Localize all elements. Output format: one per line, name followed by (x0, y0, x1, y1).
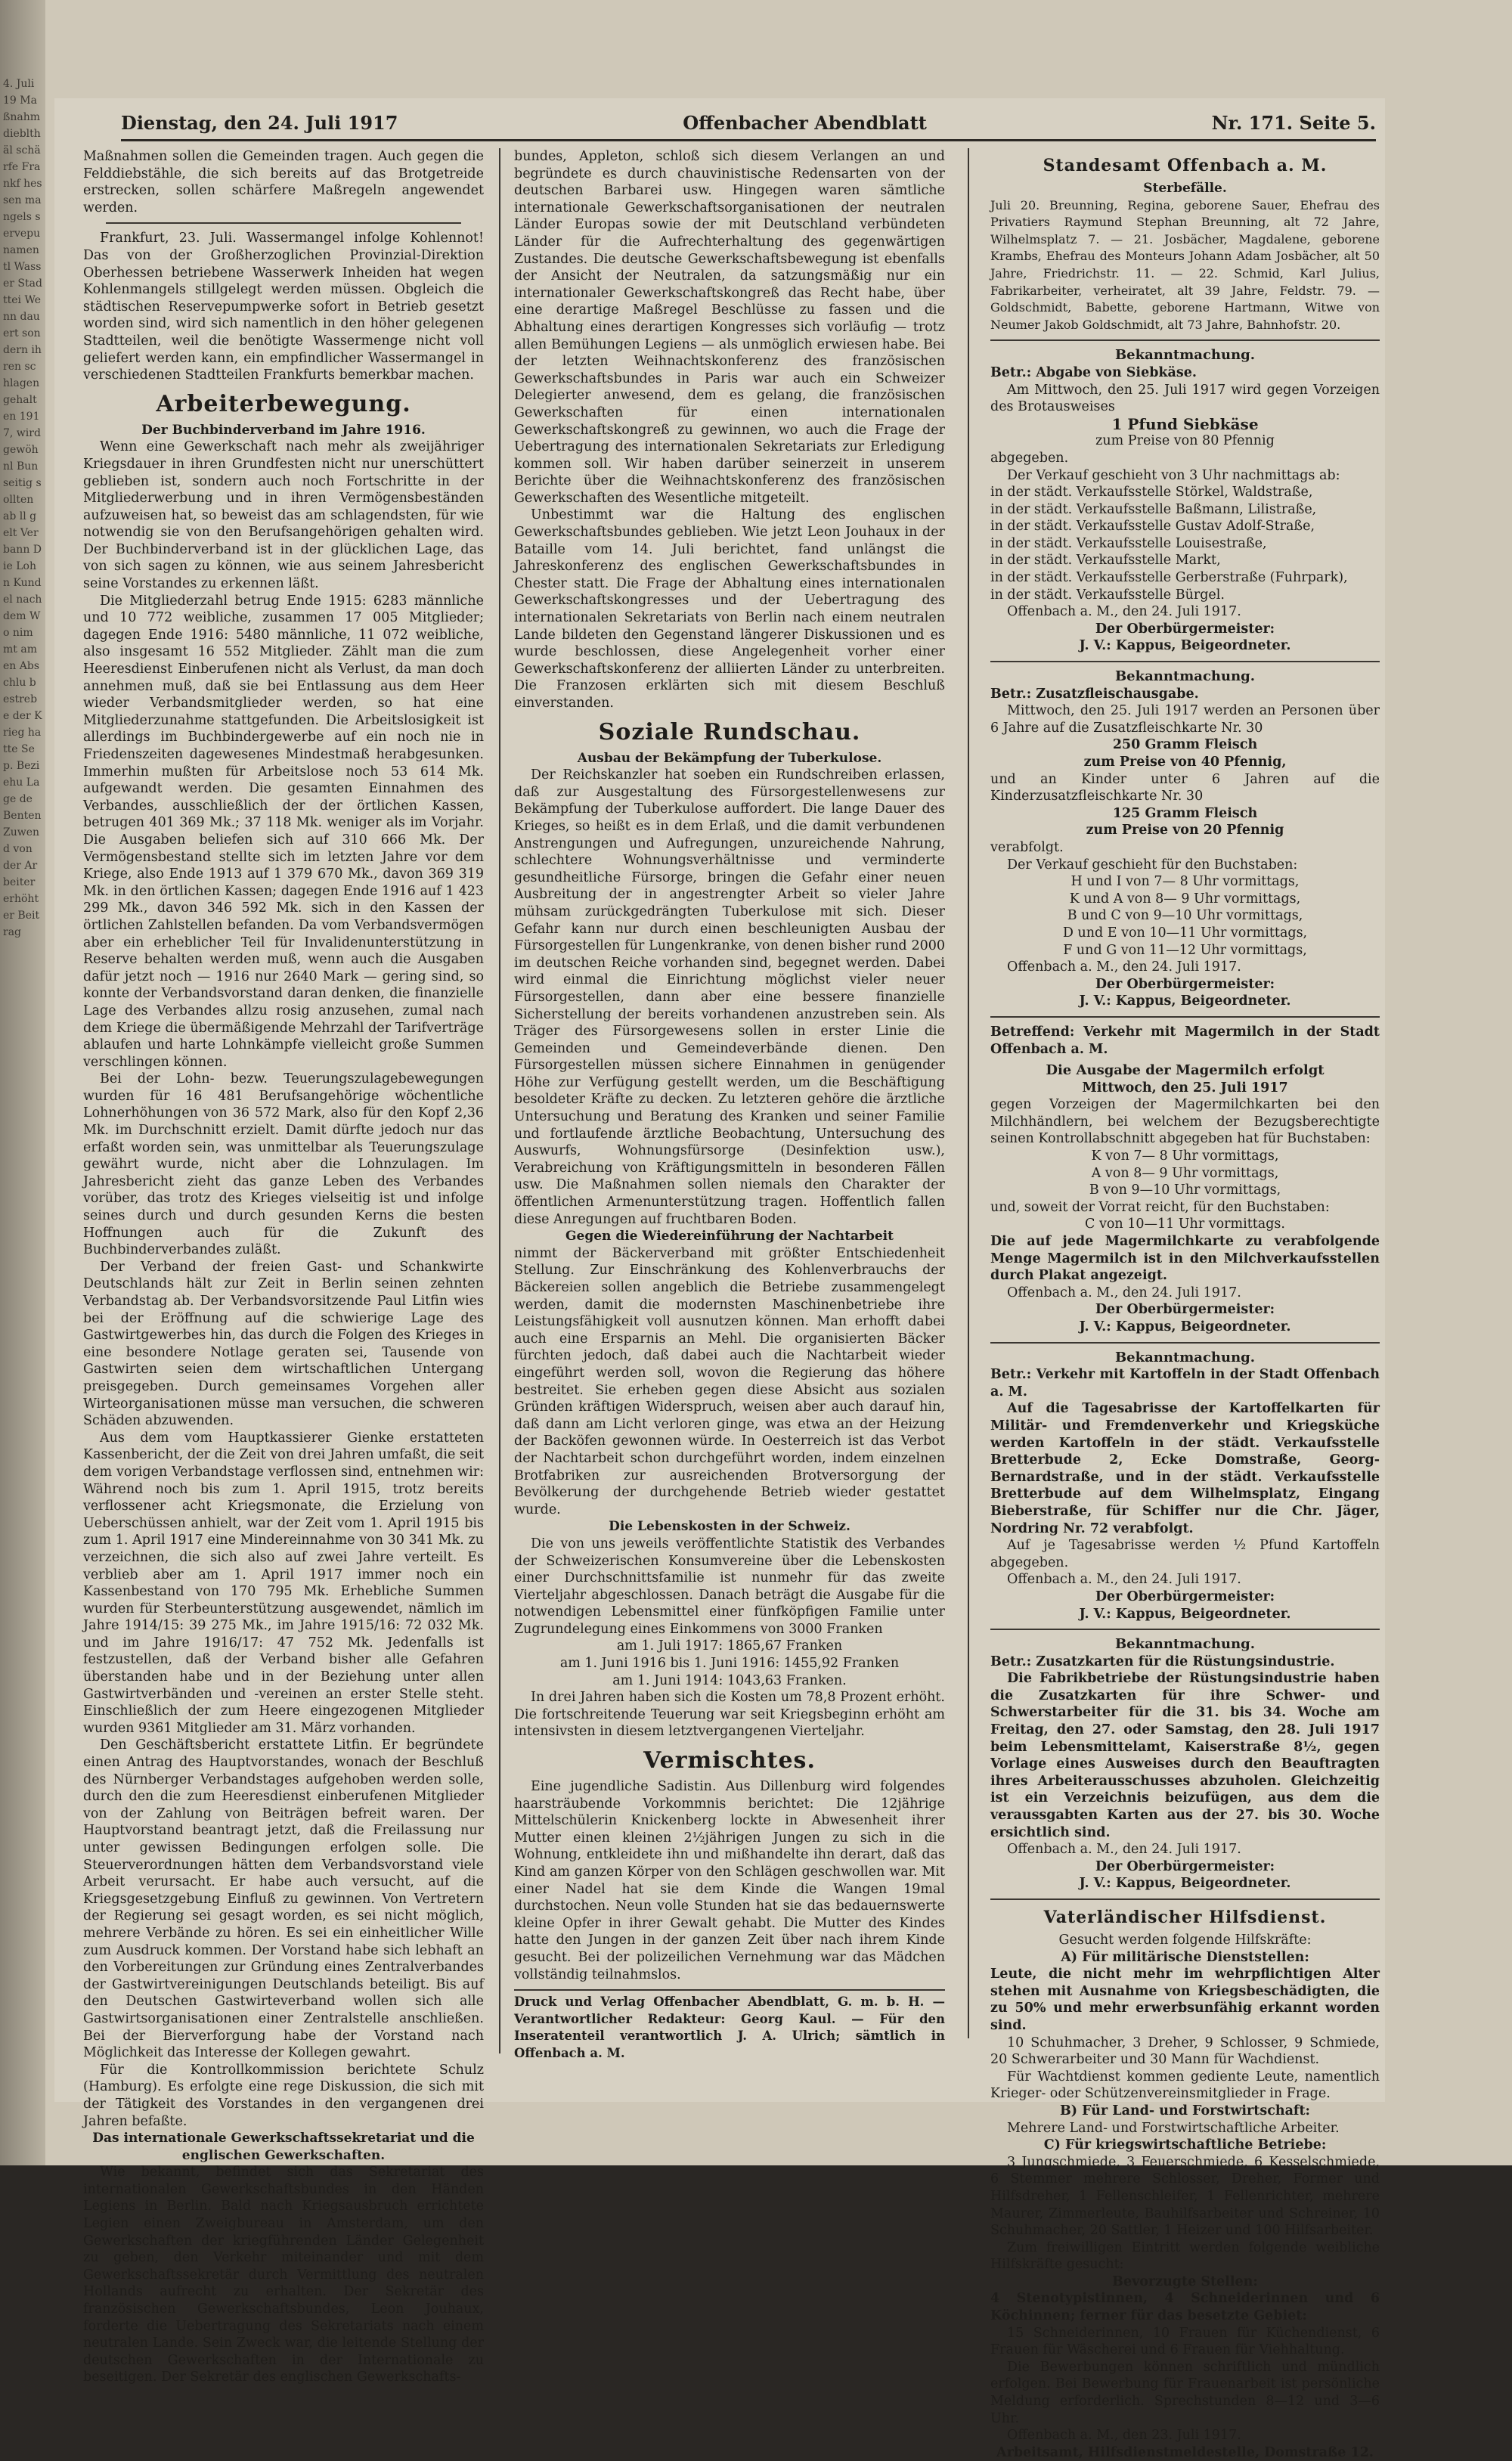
notice-signature: Der Oberbürgermeister: (1095, 1588, 1275, 1604)
subheading-lebenskosten: Die Lebenskosten in der Schweiz. (609, 1519, 850, 1535)
paragraph: Leute, die nicht mehr im wehrpflichtigen Alter stehen mit Ausnahme von Kriegsbeschädigten, die zu 50% und mehr erwerbsunfähig erkannt worden sind. (990, 1967, 1380, 2033)
sales-point: in der städt. Verkaufsstelle Bürgel. (990, 587, 1225, 603)
paragraph: Auf je Tagesabrisse werden ½ Pfund Kartoffeln abgegeben. (990, 1538, 1380, 1570)
notice-heading: Bekanntmachung. (1114, 668, 1256, 685)
header-date: Dienstag, den 24. Juli 1917 (121, 111, 398, 134)
section-heading-standesamt: Standesamt Offenbach a. M. (1043, 156, 1328, 175)
category-heading: C) Für kriegswirtschaftliche Betriebe: (1043, 2137, 1327, 2153)
article-fielddiebstahl: Maßnahmen sollen die Gemeinden tragen. Auch gegen die Felddiebstähle, die sich bereits auf das Brotgetreide erstrecken, sollen schärfere Maßregeln angewendet werden. (83, 149, 484, 215)
article-wassermangel: Frankfurt, 23. Juli. Wassermangel infolge Kohlennot! Das von der Großherzoglichen Provinzial-Direktion Oberhessen betriebene Wasserwerk Inheiden hat wegen Kohlenmangels stillgelegt werden müssen. Obgleich die städtischen Reservepumpwerke sofort in Betrieb gesetzt worden sind, wird sich namentlich in den höher gelegenen Stadtteilen, weil die benötigte Wassermenge nicht voll geliefert werden kann, ein empfindlicher Wassermangel in verschiedenen Stadtteilen Frankfurts bemerkbar machen. (83, 231, 484, 383)
paragraph: verabfolgt. (990, 839, 1064, 855)
page-header (121, 106, 1376, 141)
notice-price: zum Preise von 40 Pfennig, (1083, 755, 1287, 770)
paragraph: Die auf jede Magermilchkarte zu verabfolgende Menge Magermilch ist in den Milchverkaufsstellen durch Plakat angezeigt. (990, 1234, 1380, 1284)
sales-point: in der städt. Verkaufsstelle Markt, (990, 553, 1221, 569)
time-slot: C von 10—11 Uhr vormittags. (1085, 1217, 1285, 1232)
notice-signature: J. V.: Kappus, Beigeordneter. (1079, 1606, 1291, 1622)
time-slot: B von 9—10 Uhr vormittags, (1089, 1182, 1281, 1198)
paragraph: Bei der Lohn- bezw. Teuerungszulagebewegungen wurden für 16 481 Berufsangehörige wöchentliche Lohnerhöhungen von 36 572 Mark, also für den Kopf 2,36 Mk. im Durchschnitt erzielt. Damit dürfte jedoch nur das erfaßt worden sein, was unmittelbar als Teuerungszulage gewährt wurde, nicht aber die Lohnzulagen. Im Jahresbericht zieht das ganze Leben des Verbandes vorüber, das trotz des Krieges vielseitig ist und infolge seines durch und durch gesunden Kerns die besten Hoffnungen auch für die Zukunft des Buchbinderverbandes zuläßt. (83, 1071, 484, 1258)
column-1 (83, 148, 484, 2385)
paragraph: Die von uns jeweils veröffentlichte Statistik des Verbandes der Schweizerischen Konsumvereine über die Lebenskosten einer Durchschnittsfamilie ist nunmehr für das zweite Vierteljahr abgeschlossen. Danach beträgt die Ausgabe für die notwendigen Lebensmittel einer fünfköpfigen Familie unter Zugrundelegung eines Einkommens von 3000 Franken (514, 1536, 945, 1637)
notice-quantity: 250 Gramm Fleisch (1112, 737, 1258, 753)
subheading-buchbinderverband: Der Buchbinderverband im Jahre 1916. (141, 422, 426, 438)
paragraph: Der Verband der freien Gast- und Schankwirte Deutschlands hält zur Zeit in Berlin seinen zehnten Verbandstag ab. Der Verbandsvorsitzende Paul Litfin wies bei der Eröffnung auf die schwierige Lage des Gastwirtgewerbes hin, das durch die Folgen des Krieges in eine besondere Notlage geraten sei, Tausende von Gastwirten seien dem wirtschaftlichen Untergang preisgegeben. Durch gemeinsames Vorgehen aller Wirteorganisationen müsse man versuchen, die schweren Schäden abzuwenden. (83, 1259, 484, 1429)
notice-heading: Bekanntmachung. (1114, 1349, 1256, 1365)
notice-signature: J. V.: Kappus, Beigeordneter. (1079, 993, 1291, 1009)
section-heading-arbeiterbewegung: Arbeiterbewegung. (156, 390, 411, 417)
category-heading: Bevorzugte Stellen: (1112, 2273, 1258, 2289)
notice-date: Offenbach a. M., den 24. Juli 1917. (1007, 1285, 1241, 1300)
subheading-gewerkschaftssekretariat: Das internationale Gewerkschaftssekretariat und die englischen Gewerkschaften. (92, 2131, 475, 2163)
notice-date: Offenbach a. M., den 24. Juli 1917. (1007, 959, 1241, 975)
paragraph: 3 Jungschmiede, 3 Feuerschmiede, 6 Kesselschmiede, 6 Stemmer mehrere Schlosser, Dreher, Former und Hilfsdreher, 1 Fellenschleifer, 1 Fellenrichter, mehrere Maurer, Zimmerleute, Bauhilfsarbeiter und Schreiner, 10 Schuhmacher, 20 Sattler, 1 Heizer und 100 Hilfsarbeiter. (990, 2154, 1380, 2239)
notice-subject: Betr.: Abgabe von Siebkäse. (990, 364, 1197, 380)
paragraph: Aus dem vom Hauptkassierer Gienke erstatteten Kassenbericht, der die Zeit von drei Jahren umfaßt, die seit dem vorigen Verbandstage verflossen sind, entnehmen wir: Während noch bis zum 1. April 1915, trotz bereits verflossener acht Kriegsmonate, die Erzielung von Ueberschüssen anhielt, war der Zeit vom 1. April 1915 bis zum 1. April 1917 eine Mindereinnahme von 30 341 Mk. zu verzeichnen, die sich also auf zwei Jahre verteilt. Es verblieb aber am 1. April 1917 immer noch ein Kassenbestand von 170 795 Mk. Erhebliche Summen wurden für Sterbeunterstützung ausgewendet, nämlich im Jahre 1914/15: 39 275 Mk., im Jahre 1915/16: 72 032 Mk. und im Jahre 1916/17: 47 752 Mk. Jedenfalls ist festzustellen, daß der Verband bisher alle Gefahren überstanden habe und in der Beziehung unter allen Gastwirtverbänden und -vereinen an erster Stelle steht. Einschließlich der zum Heere eingezogenen Mitglieder wurden 9361 Mitglieder am 31. März vorhanden. (83, 1430, 484, 1736)
gutter-text: 4. Juli 19 Maßnahm dieblthäl schärfe Frankf hessen mangels servepu namentl Wasser Stadttei Wenn dauert sondern ihren schlagen gehalten 1917, wird gewöhnl Bunseitig sollten ab ll gelt Verbann Die Lohn Kundel nach dem Wo nimmt amen Abschlu bestrebe der Krieg hatte Sep. Beziehu Lage de Benten Zuwend von der Arbeiter erhöhter Beitrag (3, 78, 42, 938)
notice-heading: Bekanntmachung. (1114, 347, 1256, 364)
paragraph: 10 Schuhmacher, 3 Dreher, 9 Schlosser, 9 Schmiede, 20 Schwerarbeiter und 30 Mann für Wachdienst. (990, 2035, 1380, 2068)
paragraph: Mehrere Land- und Forstwirtschaftliche Arbeiter. (1007, 2120, 1340, 2136)
cost-line: am 1. Juni 1914: 1043,63 Franken. (612, 1672, 847, 1688)
paragraph: Zum freiwilligen Eintritt werden folgende weibliche Hilfskräfte gesucht: (990, 2239, 1380, 2273)
notice-heading: Die Ausgabe der Magermilch erfolgt (1046, 1062, 1325, 1079)
section-heading-hilfsdienst: Vaterländischer Hilfsdienst. (1043, 1908, 1327, 1927)
notice-signature: Arbeitsamt, Hilfsdienstmeldestelle, Domstraße 12. (996, 2444, 1374, 2460)
paragraph: Der Reichskanzler hat soeben ein Rundschreiben erlassen, daß zur Ausgestaltung des Fürsorgestellenwesens zur Bekämpfung der Tuberkulose auffordert. Die lange Dauer des Krieges, so heißt es in dem Erlaß, und die damit verbundenen Anstrengungen und Aufregungen, unzureichende Nahrung, schlechtere Wohnungsverhältnisse und verminderte gesundheitliche Fürsorge, bringen die Gefahr einer neuen Ausbreitung der in angestrengter Arbeit so vieler Jahre mühsam zurückgedrängten Tuberkulose mit sich. Dieser Gefahr kann nur durch einen beschleunigten Ausbau der Fürsorgestellen für Lungenkranke, von denen bisher rund 2000 im deutschen Reiche vorhanden sind, begegnet werden. Dabei wird einmal die Einrichtung möglichst vieler neuer Fürsorgestellen, dann aber eine bessere finanzielle Sicherstellung der bereits vorhandenen anzustreben sein. Als Träger des Fürsorgewesens sollen in erster Linie die Gemeinden und Gemeindeverbände dienen. Den Fürsorgestellen müssen sichere Einnahmen in genügender Höhe zur Verfügung gestellt werden, um die Beschäftigung besoldeter Kräfte zu decken. Zu letzteren gehöre die ärztliche Untersuchung und Beratung des Kranken und seiner Familie und fortlaufende ärztliche Beobachtung, Untersuchung des Auswurfs, Wohnungsfürsorge (Desinfektion usw.), Verabreichung von Kräftigungsmitteln in besonderen Fällen usw. Die Maßnahmen sollen niemals den Charakter der öffentlichen Armenunterstützung tragen. Hoffentlich fallen diese Anregungen auf fruchtbaren Boden. (514, 767, 945, 1227)
notice-date: Offenbach a. M., den 23. Juli 1917. (1007, 2428, 1241, 2444)
notice-subject: Betreffend: Verkehr mit Magermilch in der Stadt Offenbach a. M. (990, 1024, 1380, 1057)
header-masthead: Offenbacher Abendblatt (683, 111, 927, 134)
previous-page-gutter (0, 0, 45, 2165)
paragraph: 4 Stenotypistinnen, 4 Schneiderinnen und 6 Köchinnen; ferner für das besetzte Gebiet: (990, 2291, 1380, 2324)
time-slot: A von 8— 9 Uhr vormittags, (1091, 1165, 1279, 1181)
paragraph: Für Wachtdienst kommen gediente Leute, namentlich Krieger- oder Schützenvereinsmitglieder in Frage. (990, 2069, 1380, 2102)
category-heading: B) Für Land- und Forstwirtschaft: (1059, 2103, 1310, 2119)
paragraph: Die Fabrikbetriebe der Rüstungsindustrie haben die Zusatzkarten für ihre Schwer- und Schwerstarbeiter für die 31. bis 34. Woche am Freitag, den 27. oder Samstag, den 28. Juli 1917 beim Lebensmittelamt, Kaiserstraße 8½, gegen Vorlage eines Ausweises durch den Beauftragten ihres Arbeiterausschusses abzuholen. Gleichzeitig ist ein Verzeichnis beizufügen, aus dem die veraussgabten Karten aus der 27. bis 30. Woche ersichtlich sind. (990, 1671, 1380, 1840)
notice-signature: Der Oberbürgermeister: (1095, 1858, 1275, 1874)
imprint: Druck und Verlag Offenbacher Abendblatt, G. m. b. H. — Verantwortlicher Redakteur: Georg Kaul. — Für den Inseratenteil verantwortlich J. A. Ulrich; sämtlich in Offenbach a. M. (514, 1989, 945, 2062)
subheading-tuberkulose: Ausbau der Bekämpfung der Tuberkulose. (577, 750, 882, 766)
subheading-nachtarbeit: Gegen die Wiedereinführung der Nachtarbeit (565, 1229, 894, 1244)
paragraph: Die Mitgliederzahl betrug Ende 1915: 6283 männliche und 10 772 weibliche, zusammen 17 005 Mitglieder; dagegen Ende 1916: 5480 männliche, 11 072 weibliche, also insgesamt 16 552 Mitglieder. Zählt man die zum Heeresdienst Einberufenen nicht als Verlust, da man doch annehmen muß, daß sie bei Entlassung aus dem Heer wieder Verbandsmitglieder werden, so hat eine Mitgliederzunahme stattgefunden. Die Arbeitslosigkeit ist allerdings im Buchbindergewerbe auf ein noch nie in Friedenszeiten dagewesenes Mindestmaß herabgesunken. Immerhin mußten für Arbeitslose noch 53 614 Mk. aufgewandt werden. Die gesamten Einnahmen des Verbandes, ausschließlich der der örtlichen Kassen, betrugen 401 369 Mk.; 37 118 Mk. weniger als im Vorjahr. Die Ausgaben beliefen sich auf 310 666 Mk. Der Vermögensbestand stellte sich im letzten Jahre vor dem Kriege, also Ende 1913 auf 1 379 670 Mk., davon 369 319 Mk. in den örtlichen Kassen; dagegen Ende 1916 auf 1 423 299 Mk., davon 346 592 Mk. sich in den Kassen der örtlichen Zahlstellen befanden. Da vom Verbandsvermögen aber ein erheblicher Teil für Invalidenunterstützung in Reserve behalten werden muß, wenn auch die Ausgaben dafür jetzt noch — 1916 nur 2640 Mark — gering sind, so konnte der Verbandsvorstand daran denken, die finanzielle Lage des Verbandes allzu rosig anzusehen, zumal nach dem Kriege die übermäßigende Mehrzahl der Tarifverträge ablaufen und harte Lohnkämpfe vielleicht große Summen verschlingen können. (83, 593, 484, 1070)
notice-subject: Betr.: Zusatzkarten für die Rüstungsindustrie. (990, 1654, 1335, 1669)
time-slot: F und G von 11—12 Uhr vormittags, (1063, 942, 1307, 958)
paragraph: In drei Jahren haben sich die Kosten um 78,8 Prozent erhöht. Die fortschreitende Teuerung war seit Kriegsbeginn erhöht am intensivsten in diesem letztvergangenen Vierteljahr. (514, 1690, 945, 1740)
notice-quantity: 1 Pfund Siebkäse (1111, 414, 1259, 433)
column-3 (990, 148, 1380, 2460)
sales-point: in der städt. Verkaufsstelle Gustav Adolf-Straße, (990, 519, 1315, 535)
sales-point: in der städt. Verkaufsstelle Gerberstraße (Fuhrpark), (990, 570, 1348, 586)
sales-point: in der städt. Verkaufsstelle Baßmann, Lilistraße, (990, 501, 1317, 517)
notice-date: Offenbach a. M., den 24. Juli 1917. (1007, 604, 1241, 620)
time-slot: B und C von 9—10 Uhr vormittags, (1067, 908, 1303, 924)
notice-signature: Der Oberbürgermeister: (1095, 976, 1275, 992)
cost-line: am 1. Juni 1916 bis 1. Juni 1916: 1455,92 Franken (559, 1656, 900, 1672)
paragraph: bundes, Appleton, schloß sich diesem Verlangen an und begründete es durch chauvinistische Redensarten von der deutschen Barbarei usw. Hingegen waren sämtliche internationale Gewerkschaftsorganisationen der neutralen Länder Europas sowie der mit Deutschland verbündeten Länder für die Aufrechterhaltung des gegenwärtigen Zustandes. Die deutsche Gewerkschaftsbewegung ist ebenfalls der Ansicht der Neutralen, da satzungsmäßig nur ein internationaler Gewerkschaftskongreß das Recht habe, über eine derartige Maßregel Beschlüsse zu fassen und die Abhaltung eines derartigen Kongresses sich vorläufig — trotz allen Bemühungen Legiens — als unmöglich erwiesen habe. Bei der letzten Weihnachtskonferenz des französischen Gewerkschaftsbundes in Paris war auch ein Schweizer Delegierter anwesend, dem es gelang, die französischen Gewerkschaften für einen internationalen Gewerkschaftskongreß zu gewinnen, wo auch die Frage der Uebertragung des internationalen Sekretariats zur Erledigung kommen soll. Wir haben darüber seinerzeit in unserem Berichte über die Weihnachtskonferenz des französischen Gewerkschaften des Wesentliche mitgeteilt. (514, 149, 945, 506)
paragraph: Mittwoch, den 25. Juli 1917 werden an Personen über 6 Jahre auf die Zusatzfleischkarte Nr. 30 (990, 703, 1380, 736)
notice-date: Offenbach a. M., den 24. Juli 1917. (1007, 1572, 1241, 1588)
paragraph: Juli 20. Breunning, Regina, geborene Sauer, Ehefrau des Privatiers Raymund Stephan Breunning, alt 72 Jahre, Wilhelmsplatz 7. — 21. Josbächer, Magdalene, geborene Krambs, Ehefrau des Monteurs Johann Adam Josbächer, alt 50 Jahre, Friedrichstr. 11. — 22. Schmid, Karl Julius, Fabrikarbeiter, verheiratet, alt 39 Jahre, Feldstr. 79. — Goldschmidt, Babette, geborene Hartmann, Witwe von Neumer Jakob Goldschmidt, alt 73 Jahre, Bahnhofstr. 20. (990, 197, 1380, 332)
notice-date: Offenbach a. M., den 24. Juli 1917. (1007, 1842, 1241, 1858)
paragraph: und an Kinder unter 6 Jahren auf die Kinderzusatzfleischkarte Nr. 30 (990, 771, 1380, 804)
notice-signature: J. V.: Kappus, Beigeordneter. (1079, 1319, 1291, 1334)
notice-signature: J. V.: Kappus, Beigeordneter. (1079, 1876, 1291, 1892)
category-heading: A) Für militärische Dienststellen: (1061, 1949, 1309, 1965)
paragraph: und, soweit der Vorrat reicht, für den Buchstaben: (990, 1199, 1330, 1215)
paragraph: Auf die Tagesabrisse der Kartoffelkarten für Militär- und Fremdenverkehr und Kriegsküche werden Kartoffeln in der städt. Verkaufsstelle Bretterbude 2, Ecke Domstraße, Georg-Bernardstraße, und in der städt. Verkaufsstelle Bretterbude auf dem Wilhelmsplatz, Eingang Bieberstraße, für Schiffer nur die Chr. Jäger, Nordring Nr. 72 verabfolgt. (990, 1401, 1380, 1536)
header-page-number: Nr. 171. Seite 5. (1211, 111, 1376, 134)
notice-quantity: 125 Gramm Fleisch (1112, 805, 1258, 821)
paragraph: Der Verkauf geschieht für den Buchstaben: (1007, 857, 1298, 873)
time-slot: D und E von 10—11 Uhr vormittags, (1062, 925, 1308, 941)
column-2 (514, 148, 945, 2061)
paragraph: 15 Schneiderinnen, 10 Frauen für Küchendienst, 6 Frauen für Wäscherei und 6 Frauen für Viehhaltung. (990, 2325, 1380, 2358)
notice-price: zum Preise von 20 Pfennig (1086, 823, 1284, 838)
paragraph: Gesucht werden folgende Hilfskräfte: (1058, 1933, 1312, 1948)
paragraph: abgegeben. (990, 450, 1069, 466)
paragraph: Wenn eine Gewerkschaft nach mehr als zweijähriger Kriegsdauer in ihren Grundfesten nicht nur unerschüttert geblieben ist, sondern auch noch Fortschritte in der Mitgliederwerbung und in ihren Vermögensbeständen aufzuweisen hat, so beweist das am schlagendsten, für wie notwendig sie von den Berufsangehörigen gehalten wird. Der Buchbinderverband ist in der glücklichen Lage, das von sich sagen zu können, wie aus seinem Jahresbericht seine Vorstandes zu erkennen läßt. (83, 439, 484, 592)
time-slot: K von 7— 8 Uhr vormittags, (1091, 1148, 1279, 1164)
cost-line: am 1. Juli 1917: 1865,67 Franken (616, 1638, 843, 1654)
paragraph: Für die Kontrollkommission berichtete Schulz (Hamburg). Es erfolgte eine rege Diskussion, die sich mit der Tätigkeit des Vorstandes in den vergangenen drei Jahren befaßte. (83, 2062, 484, 2129)
notice-heading: Bekanntmachung. (1114, 1636, 1256, 1653)
paragraph: nimmt der Bäckerverband mit größter Entschiedenheit Stellung. Zur Einschränkung des Kohlenverbrauchs der Bäckereien sollen angeblich die Betriebe zusammengelegt werden, damit die modernsten Maschinenbetriebe ihre Leistungsfähigkeit voll ausnutzen können. Man erhofft dabei auch eine Ersparnis an Mehl. Die organisierten Bäcker fürchten jedoch, daß dabei auch die Nachtarbeit wieder eingeführt werden soll, wovon die Regierung das höhere bestreitet. Sie erheben gegen diese Absicht aus sozialen Gründen kräftigen Widerspruch, weisen aber auch darauf hin, daß dann am Licht verloren ginge, was etwa an der Heizung der Backöfen gewonnen würde. In Oesterreich ist das Verbot der Nachtarbeit schon durchgeführt worden, indem einzelnen Brotfabriken zur ausreichenden Brotversorgung der Bevölkerung der durchgehende Betrieb wieder gestattet wurde. (514, 1245, 945, 1517)
subheading-sterbefaelle: Sterbefälle. (1143, 181, 1227, 196)
paragraph: Am Mittwoch, den 25. Juli 1917 wird gegen Vorzeigen des Brotausweises (990, 382, 1380, 415)
paragraph: Eine jugendliche Sadistin. Aus Dillenburg wird folgendes haarsträubende Vorkommnis berichtet: Die 12jährige Mittelschülerin Knickenberg lockte in Abwesenheit ihrer Mutter einen kleinen 2½jährigen Jungen zu sich in die Wohnung, entkleidete ihn und mißhandelte ihn derart, daß das Kind am ganzen Körper von den Schlägen geschwollen war. Mit einer Nadel hat sie dem Kinde die Wangen 19mal durchstochen. Neun volle Stunden hat sie das bedauernswerte kleine Opfer in ihrer Gewalt gehabt. Die Mutter des Kindes hatte den Jungen in der ganzen Zeit über nach ihrem Kinde gesucht. Bei der polizeilichen Vernehmung war das Mädchen vollständig teilnahmslos. (514, 1779, 945, 1982)
notice-price: zum Preise von 80 Pfennig (1095, 433, 1275, 449)
notice-signature: Der Oberbürgermeister: (1095, 621, 1275, 637)
paragraph: gegen Vorzeigen der Magermilchkarten bei den Milchhändlern, bei welchem der Bezugsberechtigte seinen Kontrollabschnitt abgegeben hat für Buchstaben: (990, 1097, 1380, 1147)
notice-subject: Betr.: Verkehr mit Kartoffeln in der Stadt Offenbach a. M. (990, 1367, 1380, 1399)
section-heading-vermischtes: Vermischtes. (643, 1747, 816, 1774)
notice-subject: Betr.: Zusatzfleischausgabe. (990, 686, 1199, 702)
section-heading-soziale-rundschau: Soziale Rundschau. (598, 718, 861, 745)
column-rule-1 (499, 148, 500, 2053)
paragraph: Unbestimmt war die Haltung des englischen Gewerkschaftsbundes geblieben. Wie jetzt Leon Jouhaux in der Bataille vom 14. Juli berichtet, fand unlängst die Jahreskonferenz des englischen Gewerkschaftsbundes in Chester statt. Die Frage der Abhaltung eines internationalen Gewerkschaftskongresses und der Uebertragung des internationalen Sekretariats von Berlin nach einem neutralen Lande bildeten den Gegenstand längerer Diskussionen und es wurde beschlossen, diese Angelegenheit vorher einer Gewerkschaftskonferenz der alliierten Länder zu unterbreiten. Die Franzosen erklärten sich mit diesem Beschluß einverstanden. (514, 507, 945, 711)
notice-signature: J. V.: Kappus, Beigeordneter. (1079, 638, 1291, 654)
paragraph: Wie bekannt, befindet sich das Sekretariat des internationalen Gewerkschaftsbundes in den Händen Legiens in Berlin. Bald nach Kriegsausbruch errichtete Legien einen Zweigbureau in Amsterdam, um den Gewerkschaften der kriegführenden Länder Gelegenheit zu geben, den Verkehr miteinander und mit dem Gewerkschaftssekretär durch Vermittlung des neutralen Hollands aufrecht zu erhalten. Der Sekretär des französischen Gewerkschaftsbundes, Leon Jouhaux, forderte die Uebertragung des Sekretariats nach einem neutralen Lande. Sein Zweck war, die leitende Stellung der deutschen Gewerkschaften in der Internationale zu beseitigen. Der Sekretär des englischen Gewerkschafts- (83, 2165, 484, 2385)
time-slot: K und A von 8— 9 Uhr vormittags, (1069, 891, 1301, 907)
notice-signature: Der Oberbürgermeister: (1095, 1302, 1275, 1318)
sales-point: in der städt. Verkaufsstelle Louisestraße, (990, 535, 1267, 551)
paragraph: Die Bewerbungen können schriftlich und mündlich erfolgen. Bei Bewerbung für Frauenarbeit ist persönliche Meldung erforderlich. Sprechstunden 8—12 und 3—6 Uhr. (990, 2359, 1380, 2426)
paragraph: Der Verkauf geschieht von 3 Uhr nachmittags ab: (1007, 467, 1340, 483)
paragraph: Den Geschäftsbericht erstattete Litfin. Er begründete einen Antrag des Hauptvorstandes, wonach der Beschluß des Nürnberger Verbandstages aufgehoben werden solle, durch den die zum Heeresdienst einberufenen Mitglieder von der Zahlung von Beiträgen befreit waren. Der Hauptvorstand beantragt jetzt, daß die Freilassung nur unter gewissen Bedingungen erfolgen solle. Die Steuerverordnungen hätten dem Verbandsvorstand viele Arbeit verursacht. Er habe auch versucht, auf die Kriegsgesetzgebung Einfluß zu gewinnen. Von Vertretern der Regierung sei gesagt worden, es sei nicht möglich, mehrere Verbände zu hören. Es sei ein einheitlicher Wille zum Ausdruck kommen. Der Vorstand habe sich lebhaft an den Vorbereitungen zur Gründung eines Zentralverbandes der Gastwirtvereinigungen Deutschlands beteiligt. Bis auf den Deutschen Gastwirteverband wollen sich alle Gastwirtsorganisationen einer Zentralstelle anschließen. Bei der Bierverforgung habe der Vorstand nach Möglichkeit das Interesse der Kollegen gewahrt. (83, 1737, 484, 2061)
sales-point: in der städt. Verkaufsstelle Störkel, Waldstraße, (990, 485, 1313, 501)
time-slot: H und I von 7— 8 Uhr vormittags, (1070, 874, 1300, 890)
column-rule-2 (968, 148, 969, 2038)
notice-date: Mittwoch, den 25. Juli 1917 (1082, 1080, 1288, 1096)
